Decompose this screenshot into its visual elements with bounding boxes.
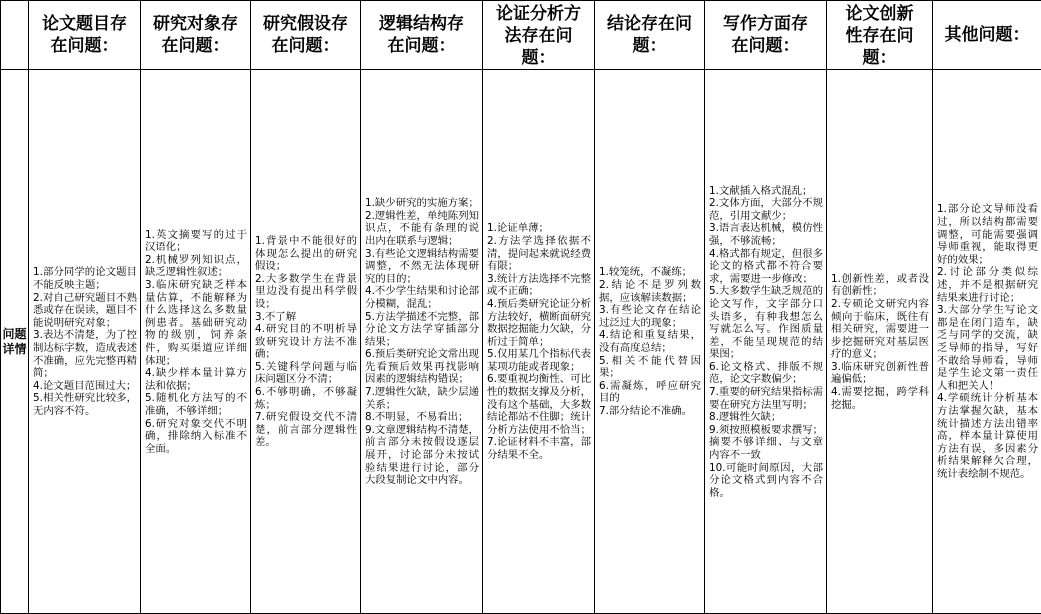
cell-logic-structure-problems: [361, 70, 483, 614]
problem-item: 1.较笼统，不凝练；: [599, 266, 693, 279]
problem-item: 5.随机化方法写的不准确，不够详细；: [145, 392, 247, 417]
problem-item: 2.方法学选择依据不清，提问起来就说经费有限；: [487, 234, 591, 273]
problem-item: 1.部分论文导师没看过，所以结构都需要调整，可能需要强调导师重视，能取得更好的效果；: [937, 203, 1038, 266]
header-conclusion-problems: 结论存在问 题：: [595, 1, 705, 70]
problem-item: 4.论文题目范围过大；: [33, 379, 137, 392]
problem-item: 3.临床研究缺乏样本量估算，不能解释为什么选择这么多数量例患者。基础研究动物的级别，饲养条件，购买渠道应详细体现；: [145, 279, 247, 367]
problem-item: 4.学硕统计分析基本方法掌握欠缺，基本统计描述方法出错率高，样本量计算使用方法有误，多因素分析结果解释欠合理，统计表绘制不规范。: [937, 392, 1038, 480]
problem-item: 8.不明显，不易看出；: [365, 411, 469, 424]
problem-item: 1.英文摘要写的过于汉语化；: [145, 228, 247, 254]
cell-research-object-problems: [141, 70, 251, 614]
problem-item: 2.对自己研究题目不熟悉或存在误读，题目不能说明研究对象；: [33, 291, 137, 329]
problem-item: 2.大多数学生在背景里边没有提出科学假设；: [255, 272, 357, 310]
problem-item: 5.关键科学问题与临床问题区分不清；: [255, 360, 357, 386]
problem-item: 1.部分同学的论文题目不能反映主题；: [33, 266, 137, 292]
header-argument-method-problems: 论证分析方 法存在问 题：: [483, 1, 595, 70]
problem-item: 2.机械罗列知识点，缺乏逻辑性叙述；: [145, 253, 247, 279]
problem-item: 5.大多数学生缺乏规范的论文写作，文字部分口头语多，有种我想怎么写就怎么写。作图质量差，不能呈现规范的结果图；: [709, 285, 823, 361]
problem-item: 3.语言表达机械，模仿性强，不够流畅；: [709, 222, 823, 247]
problem-item: 4.预后类研究论证分析方法较好，横断面研究数据挖掘能力欠缺，分析过于简单；: [487, 297, 591, 348]
problem-item: 5.相关不能代替因果；: [599, 354, 701, 380]
header-other-problems: 其他问题：: [933, 1, 1041, 70]
cell-writing-problems: [705, 70, 827, 614]
problem-item: 4.需要挖掘，跨学科挖掘。: [831, 386, 929, 411]
problem-item: 1.背景中不能很好的体现怎么提出的研究假设；: [255, 234, 357, 273]
problem-item: 1.缺少研究的实施方案；: [365, 197, 479, 210]
corner-cell: [1, 1, 29, 70]
problem-item: 6.需凝炼，呼应研究目的: [599, 379, 701, 405]
problem-item: 3.有些论文逻辑结构需要调整，不然无法体现研究的目的；: [365, 247, 479, 285]
problem-item: 3.不了解: [255, 310, 297, 323]
problem-item: 2.专硕论文研究内容倾向于临床，既往有相关研究，需要进一步挖掘研究对基层医疗的意义；: [831, 297, 929, 361]
problem-item: 7.研究假设交代不清楚，前言部分逻辑性差。: [255, 411, 357, 449]
problem-item: 3.临床研究创新性普遍偏低；: [831, 360, 929, 386]
cell-argument-method-problems: [483, 70, 595, 614]
details-row: [1, 70, 1041, 614]
problem-item: 2.讨论部分类似综述，并不是根据研究结果来进行讨论；: [937, 266, 1038, 304]
header-innovation-problems: 论文创新 性存在问 题：: [827, 1, 933, 70]
problem-item: 3.统计方法选择不完整或不正确；: [487, 272, 591, 298]
problem-item: 6.预后类研究论文常出现先看预后效果再找影响因素的逻辑结构错误；: [365, 348, 479, 386]
problem-item: 2.结论不是罗列数据，应该解读数据；: [599, 279, 701, 304]
problem-item: 5.相关性研究比较多，无内容不符。: [33, 392, 137, 417]
problem-item: 4.格式都有规定，但很多论文的格式都不符合要求，需要进一步修改；: [709, 247, 823, 285]
problem-item: 1.创新性差，或者没有创新性；: [831, 272, 929, 298]
problem-item: 3.有些论文存在结论过泛过大的现象；: [599, 304, 701, 329]
problem-item: 6.要重视均衡性、可比性的数据支撑及分析，没有这个基础，大多数结论都站不住脚；统计分析方法使用不恰当；: [487, 373, 591, 436]
cell-title-problems: [29, 70, 141, 614]
problem-item: 6.论文格式、排版不规范，论文字数偏少；: [709, 360, 823, 386]
header-hypothesis-problems: 研究假设存 在问题：: [251, 1, 361, 70]
problem-item: 7.部分结论不准确。: [599, 404, 693, 417]
problem-item: 6.研究对象交代不明确，排除纳入标准不全面。: [145, 417, 247, 455]
cell-innovation-problems: [827, 70, 933, 614]
cell-hypothesis-problems: [251, 70, 361, 614]
header-logic-structure-problems: 逻辑结构存 在问题：: [361, 1, 483, 70]
problem-item: 5.方法学描述不完整，部分论文方法学穿插部分结果；: [365, 310, 479, 348]
header-writing-problems: 写作方面存 在问题：: [705, 1, 827, 70]
problem-item: 1.文献插入格式混乱；: [709, 184, 813, 197]
problem-item: 7.逻辑性欠缺，缺少层递关系；: [365, 386, 479, 411]
problem-item: 4.结论和重复结果，没有高度总结；: [599, 329, 701, 354]
problem-item: 10.可能时间原因，大部分论文格式到内容不合格。: [709, 461, 823, 499]
problem-item: 7.论证材料不丰富，部分结果不全。: [487, 436, 591, 462]
problem-item: 1.论证单薄；: [487, 222, 549, 235]
problem-item: 9.文章逻辑结构不清楚，前言部分未按假设逐层展开，讨论部分未按试验结果进行讨论，部分大段复制论文中内容。: [365, 423, 479, 487]
row-label: 问题 详情: [1, 70, 29, 614]
problem-item: 9.须按照模板要求撰写；摘要不够详细、与文章内容不一致: [709, 423, 823, 462]
cell-conclusion-problems: [595, 70, 705, 614]
problem-item: 4.缺少样本量计算方法和依据；: [145, 367, 247, 392]
problem-item: 7.重要的研究结果指标需要在研究方法里写明；: [709, 386, 823, 411]
problem-item: 3.表达不清楚，为了控制达标字数，造成表述不准确，应先完整再精简；: [33, 329, 137, 380]
problem-item: 8.逻辑性欠缺；: [709, 411, 782, 424]
header-title-problems: 论文题目存 在问题：: [29, 1, 141, 70]
problem-item: 6.不够明确，不够凝炼；: [255, 386, 357, 411]
problem-item: 4.不少学生结果和讨论部分模糊，混乱；: [365, 285, 479, 310]
problem-item: 2.逻辑性差，单纯陈列知识点，不能有条理的说出内在联系与逻辑；: [365, 209, 479, 247]
cell-other-problems: [933, 70, 1041, 614]
problem-item: 2.文体方面，大部分不规范，引用文献少；: [709, 197, 823, 222]
problem-item: 5.仅用某几个指标代表某项功能或者现象；: [487, 348, 591, 373]
problem-item: 4.研究目的不明析导致研究设计方法不准确；: [255, 323, 357, 361]
problem-item: 3.大部分学生写论文都是在闭门造车，缺乏与同学的交流，缺乏导师的指导，写好不敢给导师看，导师是学生论文第一责任人和把关人！: [937, 304, 1038, 392]
header-row: [1, 1, 1041, 70]
header-research-object-problems: 研究对象存 在问题：: [141, 1, 251, 70]
